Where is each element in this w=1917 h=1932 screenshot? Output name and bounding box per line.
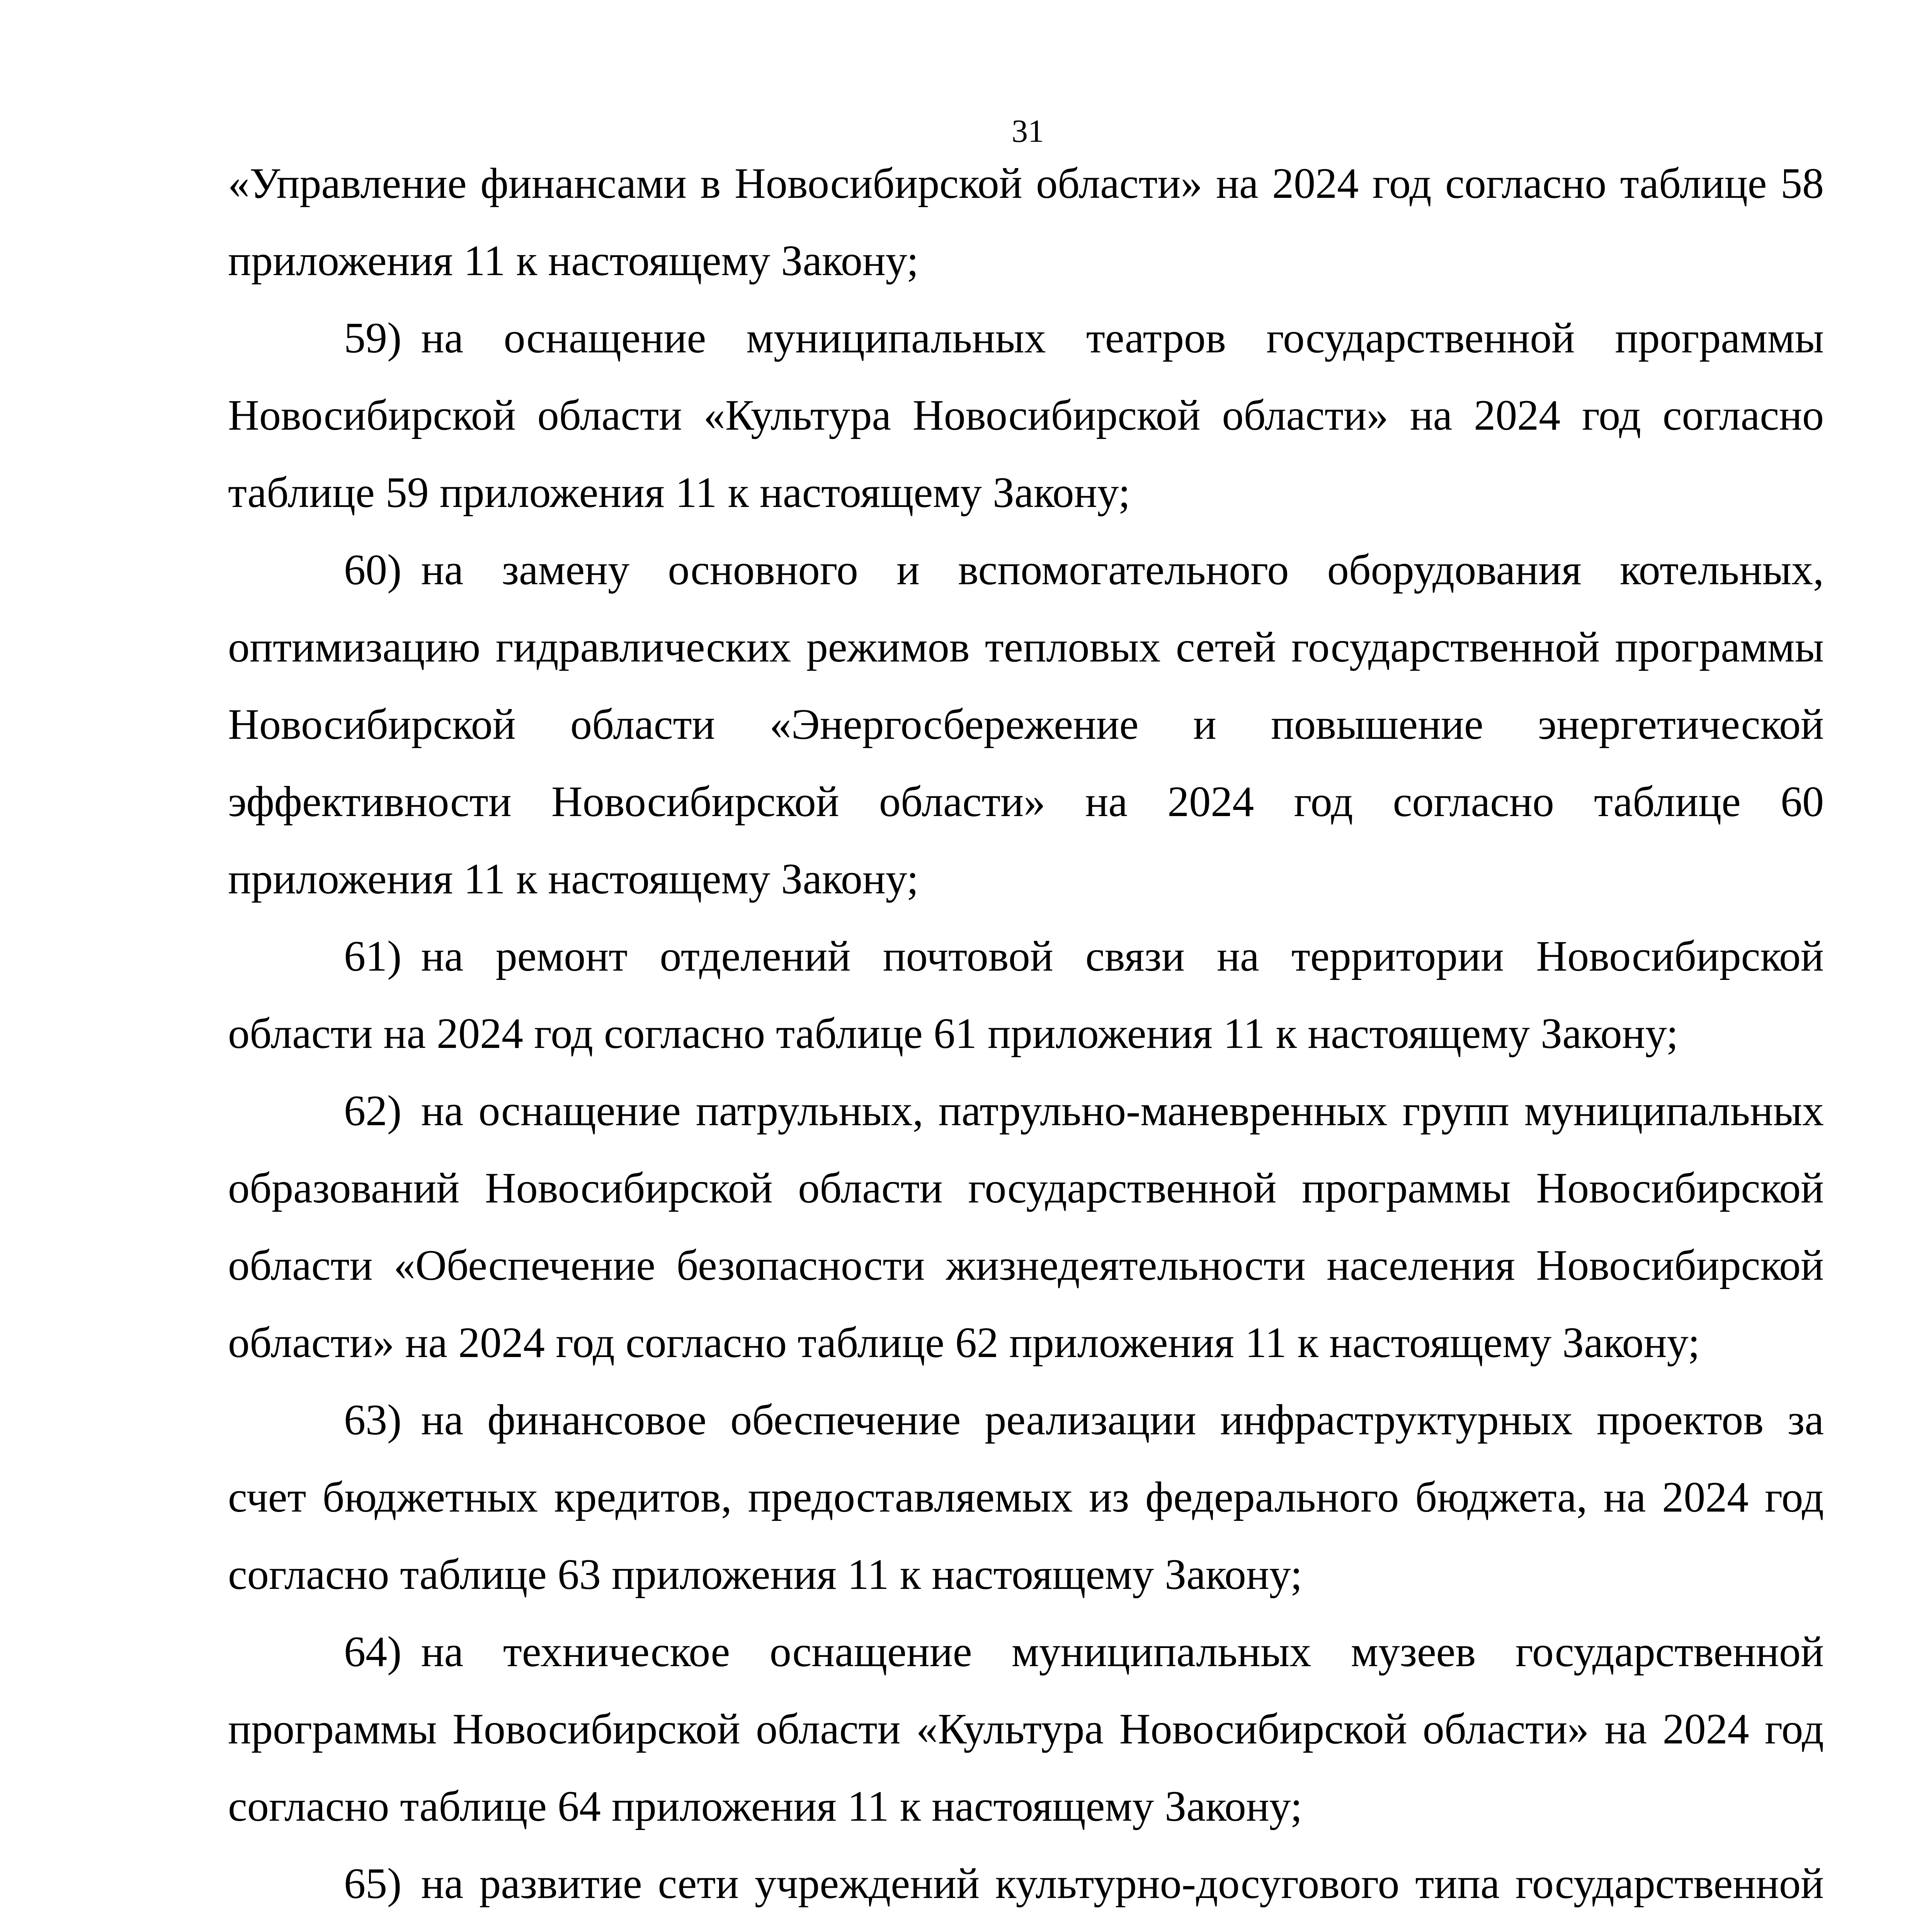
list-item-59 [228, 299, 1824, 531]
list-item-63 [228, 1381, 1824, 1613]
list-item-65 [228, 1845, 1824, 1932]
list-item-61 [228, 918, 1824, 1072]
item-number: 62) [344, 1087, 402, 1135]
page-number: 31 [1012, 113, 1044, 149]
item-text: на развитие сети учреждений культурно-досугового типа государственной [421, 1860, 1824, 1908]
item-number: 59) [344, 314, 402, 362]
item-text: на ремонт отделений почтовой связи на территории Новосибирской области на 2024 год согласно таблице 61 приложения 11 к настоящему Закону; [228, 932, 1824, 1058]
item-number: 65) [344, 1860, 402, 1908]
item-number: 63) [344, 1396, 402, 1444]
item-text: на оснащение муниципальных театров государственной программы Новосибирской области «Культура Новосибирской области» на 2024 год согласно таблице 59 приложения 11 к настоящему Закону; [228, 314, 1824, 517]
item-text: на техническое оснащение муниципальных музеев государственной программы Новосибирской области «Культура Новосибирской области» на 2024 год согласно таблице 64 приложения 11 к настоящему Закону; [228, 1628, 1824, 1830]
paragraph-continuation [228, 145, 1824, 299]
item-number: 60) [344, 546, 402, 594]
document-body [228, 145, 1824, 1932]
list-item-62 [228, 1072, 1824, 1381]
item-text: на замену основного и вспомогательного оборудования котельных, оптимизацию гидравлических режимов тепловых сетей государственной программы Новосибирской области «Энергосбережение и повышение энергетической эффективности Новосибирской области» на 2024 год согласно таблице 60 приложения 11 к настоящему Закону; [228, 546, 1824, 903]
list-item-64 [228, 1613, 1824, 1845]
item-text: на оснащение патрульных, патрульно-маневренных групп муниципальных образований Новосибирской области государственной программы Новосибирской области «Обеспечение безопасности жизнедеятельности населения Новосибирской области» на 2024 год согласно таблице 62 приложения 11 к настоящему Закону; [228, 1087, 1824, 1367]
paragraph-text: «Управление финансами в Новосибирской области» на 2024 год согласно таблице 58 приложения 11 к настоящему Закону; [228, 160, 1824, 285]
item-number: 64) [344, 1628, 402, 1676]
item-text: на финансовое обеспечение реализации инфраструктурных проектов за счет бюджетных кредитов, предоставляемых из федерального бюджета, на 2024 год согласно таблице 63 приложения 11 к настоящему Закону; [228, 1396, 1824, 1599]
item-number: 61) [344, 932, 402, 980]
list-item-60 [228, 531, 1824, 918]
